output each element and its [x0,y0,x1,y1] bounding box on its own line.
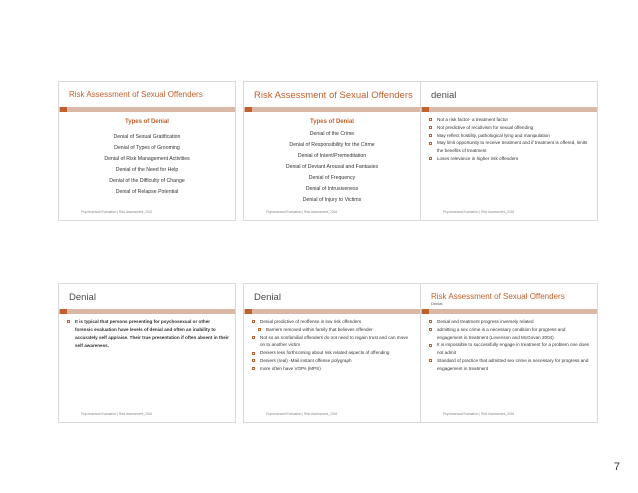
bullet-item: Denial and treatment progress inversely related [429,318,591,326]
slide-footer: Psychosexual Evaluation | Risk Assessment_2016 [266,412,338,416]
list-item: Denial of the Crime [309,131,355,137]
bullet-list [67,318,229,350]
slide-footer: Psychosexual Evaluation | Risk Assessment_2016 [443,412,515,416]
slide-heading: Types of Denial [125,119,169,125]
title-divider-bar [59,309,235,314]
title-divider-bar [244,309,420,314]
slide-list [59,132,235,198]
slide-footer: Psychosexual Evaluation | Risk Assessment_2016 [443,210,515,214]
slide-footer: Psychosexual Evaluation | Risk Assessment_2016 [266,210,338,214]
slide-footer: Psychosexual Evaluation | Risk Assessment_2016 [81,210,153,214]
bullet-item: admitting a sex crime is a necessary condition for progress and engagement in treatment (Levenson and McGovan 2004) [429,326,591,342]
list-item: Denial of Relapse Potential [115,189,179,195]
bullet-item: It is impossible to successfully engage in treatment for a problem one does not admit [429,341,591,357]
bullet-list [252,318,414,373]
list-item: Denial of Types of Grooming [114,145,180,151]
bullet-subitem: Barriers removed within family that believes offender [258,326,414,334]
bullet-item: May limit opportunity to receive treatment and if treatment is offered, limits the benefits of treatment [429,139,591,155]
title-divider-bar [59,107,235,112]
slide-thumbnail-4[interactable] [58,283,236,423]
list-item: Denial of Risk Management Activities [104,156,190,162]
list-item: Denial of Intent/Premeditation [297,153,367,159]
list-item: Denial of Sexual Gratification [113,134,181,140]
slide-footer: Psychosexual Evaluation | Risk Assessment_2016 [81,412,153,416]
bullet-item: Denial predictive of reoffense in low risk offenders [252,318,414,326]
bullet-list [429,116,591,163]
list-item: Denial of Injury to Victims [302,197,362,203]
slide-title: denial [431,91,457,100]
bullet-item: Not so as nonfamilial offenders do not need to regain trust and can move on to another victim [252,334,414,350]
bullet-item: May reflect hostility, pathological lying and manipulation [429,132,591,140]
slide-thumbnail-3[interactable] [420,81,598,221]
slide-title: Risk Assessment of Sexual Offenders [431,292,565,301]
bullet-item: Not predictive of recidivism for sexual offending [429,124,591,132]
list-item: Denial of the Difficulty of Change [109,178,185,184]
page-number: 7 [613,461,620,473]
slide-list [244,129,420,206]
slide-thumbnail-6[interactable] [420,283,598,423]
slide-title: Risk Assessment of Sexual Offenders [254,91,413,100]
bullet-item: Loses relevance in higher risk offenders [429,155,591,163]
bullet-item: Standard of practice that admitted sex crime is necessary for progress and engagement in treatment [429,357,591,373]
title-divider-bar [421,309,597,314]
slide-thumbnail-5[interactable] [243,283,421,423]
title-divider-bar [244,107,420,112]
list-item: Denial of Intrusiveness [305,186,359,192]
slide-title: Denial [69,293,96,302]
slide-thumbnail-1[interactable] [58,81,236,221]
slide-thumbnail-2[interactable] [243,81,421,221]
slide-title: Risk Assessment of Sexual Offenders [69,90,203,99]
bullet-item: Not a risk factor- a treatment factor [429,116,591,124]
slide-subtitle: Denial [431,301,443,306]
list-item: Denial of Frequency [308,175,356,181]
bullet-list [429,318,591,373]
bullet-item: Deniers (real) -Mail instant offense polygraph [252,357,414,365]
title-divider-bar [421,107,597,112]
bullet-item: Deniers less forthcoming about risk related aspects of offending [252,349,414,357]
list-item: Denial of Responsibility for the Crime [289,142,375,148]
bullet-item: more often have VOPs (MPS) [252,365,414,373]
slide-title: Denial [254,293,281,302]
list-item: Denial of the Need for Help [115,167,179,173]
slide-heading: Types of Denial [310,119,354,125]
bullet-item: It is typical that persons presenting for psychosexual or other forensic evaluation have levels of denial and often an inability to accurately self appraise. Their true presentation if often absent in their self awareness. [67,318,229,350]
list-item: Denial of Deviant Arousal and Fantasies [285,164,379,170]
